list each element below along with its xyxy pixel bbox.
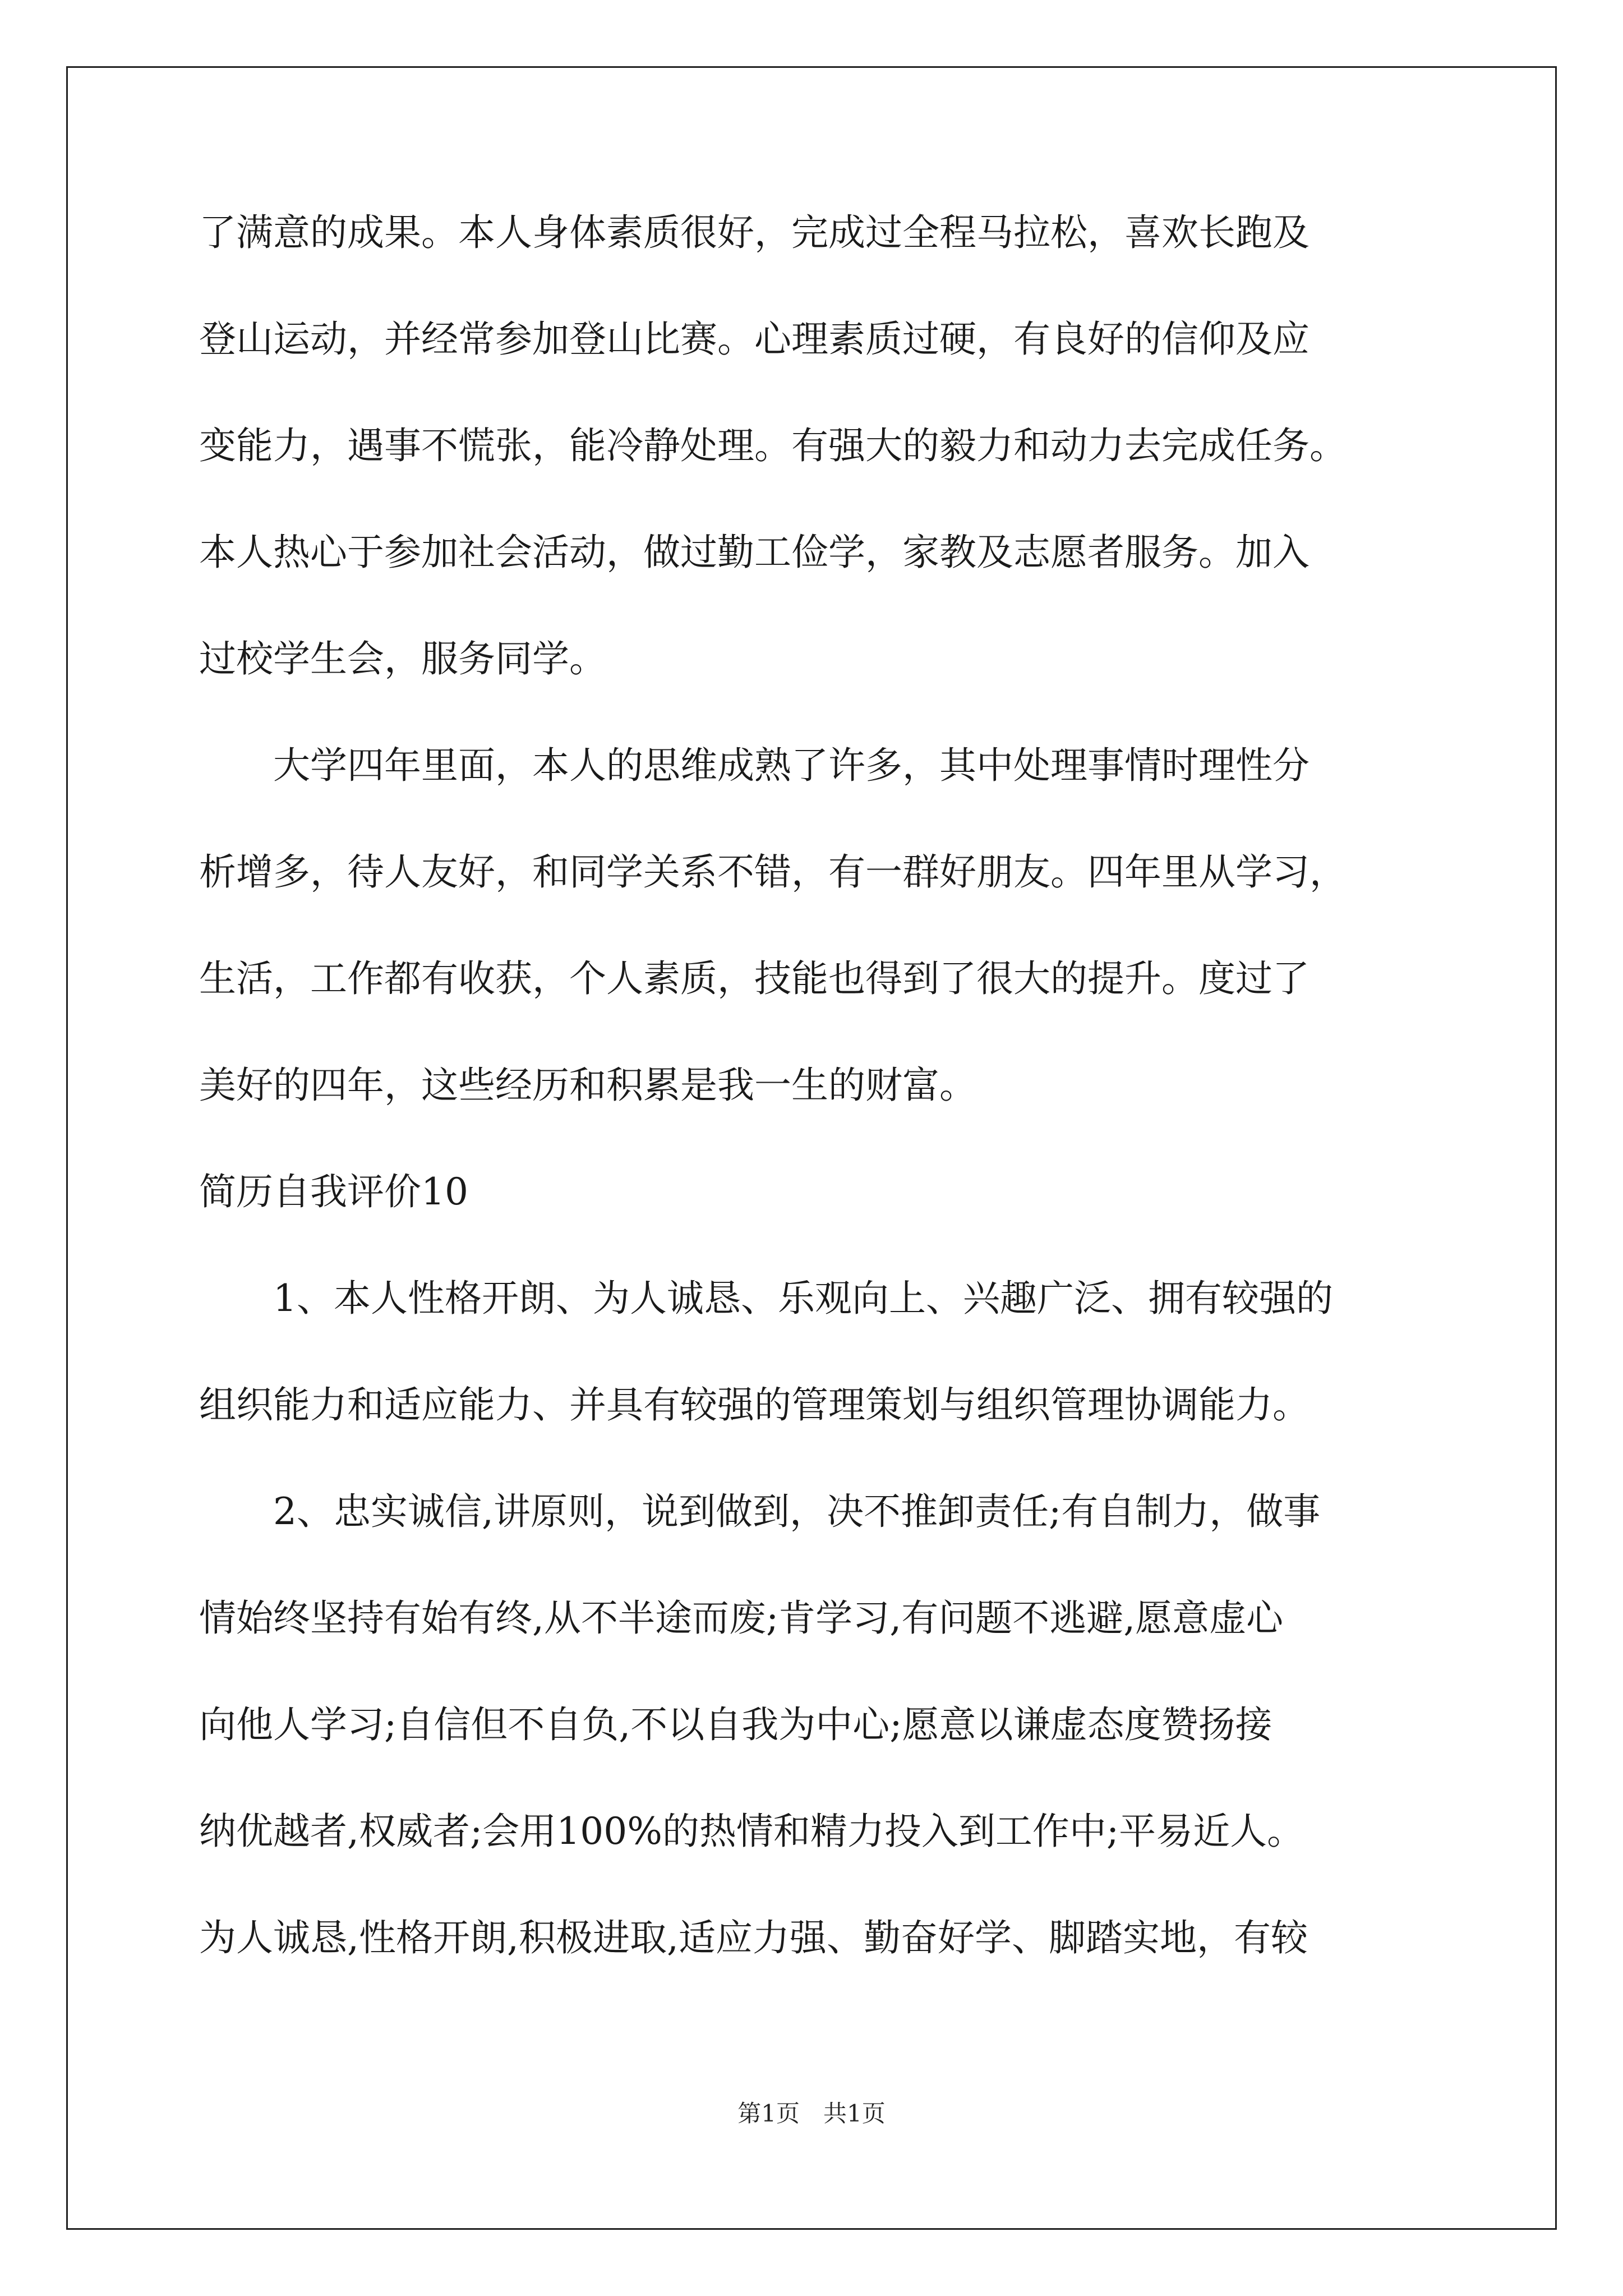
text-line: 登山运动，并经常参加登山比赛。心理素质过硬，有良好的信仰及应	[199, 318, 1310, 361]
text-line: 了满意的成果。本人身体素质很好，完成过全程马拉松，喜欢长跑及	[199, 211, 1310, 254]
text-line: 过校学生会，服务同学。	[199, 637, 606, 680]
text-line: 美好的四年，这些经历和积累是我一生的财富。	[199, 1064, 976, 1107]
text-line: 为人诚恳,性格开朗,积极进取,适应力强、勤奋好学、脚踏实地，有较	[199, 1916, 1308, 1959]
section-heading: 简历自我评价10	[199, 1170, 468, 1213]
text-line: 纳优越者,权威者;会用100%的热情和精力投入到工作中;平易近人。	[199, 1810, 1304, 1853]
text-line: 大学四年里面，本人的思维成熟了许多，其中处理事情时理性分	[199, 744, 1310, 787]
page-footer: 第1页 共1页	[737, 2100, 886, 2127]
text-line: 析增多，待人友好，和同学关系不错，有一群好朋友。四年里从学习，	[199, 850, 1347, 894]
text-line: 组织能力和适应能力、并具有较强的管理策划与组织管理协调能力。	[199, 1383, 1310, 1427]
text-line: 本人热心于参加社会活动，做过勤工俭学，家教及志愿者服务。加入	[199, 531, 1310, 574]
page-border	[66, 66, 1557, 2230]
text-line: 1、本人性格开朗、为人诚恳、乐观向上、兴趣广泛、拥有较强的	[199, 1277, 1333, 1320]
text-line: 情始终坚持有始有终,从不半途而废;肯学习,有问题不逃避,愿意虚心	[199, 1596, 1284, 1640]
text-line: 2、忠实诚信,讲原则，说到做到，决不推卸责任;有自制力，做事	[199, 1490, 1321, 1533]
text-line: 向他人学习;自信但不自负,不以自我为中心;愿意以谦虚态度赞扬接	[199, 1703, 1272, 1746]
text-line: 变能力，遇事不慌张，能冷静处理。有强大的毅力和动力去完成任务。	[199, 424, 1347, 467]
text-line: 生活，工作都有收获，个人素质，技能也得到了很大的提升。度过了	[199, 957, 1310, 1000]
